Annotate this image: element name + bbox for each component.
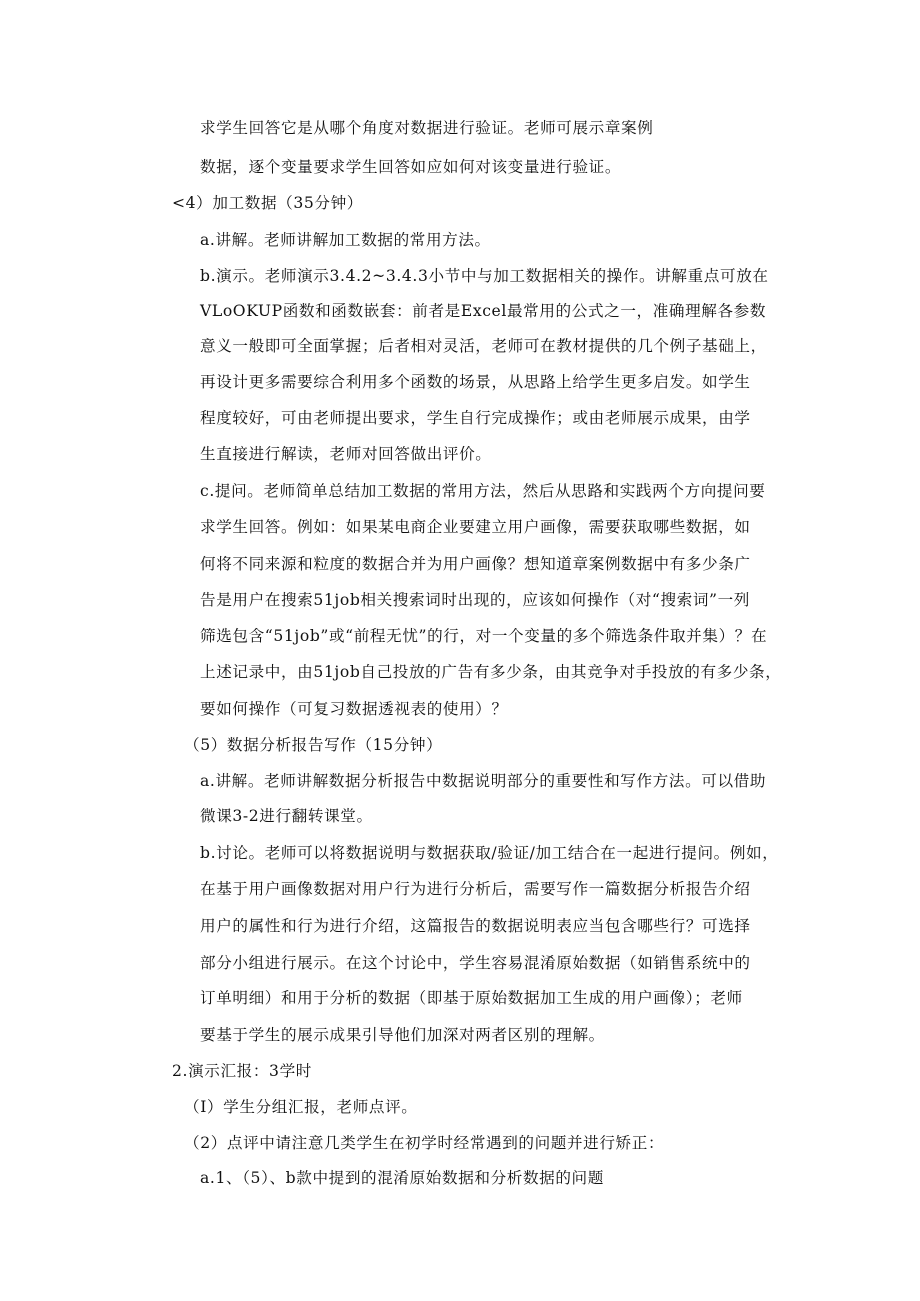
text-line: c.提问。老师简单总结加工数据的常用方法，然后从思路和实践两个方向提问要	[200, 482, 766, 500]
text-line: 告是用户在搜索51job相关搜索词时出现的，应该如何操作（对“搜索词”一列	[200, 591, 751, 609]
text-line: a.1、（5）、b款中提到的混淆原始数据和分析数据的问题	[200, 1169, 604, 1187]
text-line: 用户的属性和行为进行介绍，这篇报告的数据说明表应当包含哪些行？可选择	[200, 917, 751, 935]
section-heading: （5）数据分析报告写作（15分钟）	[184, 736, 443, 754]
text-line: 再设计更多需要综合利用多个函数的场景，从思路上给学生更多启发。如学生	[200, 373, 751, 391]
text-line: 何将不同来源和粒度的数据合并为用户画像？想知道章案例数据中有多少条广	[200, 555, 751, 573]
text-line: 部分小组进行展示。在这个讨论中，学生容易混淆原始数据（如销售系统中的	[200, 954, 751, 972]
text-line: b.演示。老师演示3.4.2~3.4.3小节中与加工数据相关的操作。讲解重点可放在	[200, 267, 769, 285]
text-line: VLoOKUP函数和函数嵌套：前者是Excel最常用的公式之一，准确理解各参数	[200, 302, 767, 320]
text-line: 求学生回答。例如：如果某电商企业要建立用户画像，需要获取哪些数据，如	[200, 518, 751, 536]
text-line: 要基于学生的展示成果引导他们加深对两者区别的理解。	[200, 1026, 605, 1044]
section-heading: 2.演示汇报：3学时	[172, 1062, 312, 1080]
text-line: b.讨论。老师可以将数据说明与数据获取/验证/加工结合在一起进行提问。例如，	[200, 844, 779, 862]
text-line: 生直接进行解读，老师对回答做出评价。	[200, 445, 492, 463]
section-heading: <4）加工数据（35分钟）	[172, 194, 363, 212]
text-line: 要如何操作（可复习数据透视表的使用）？	[200, 700, 508, 718]
text-line: 微课3-2进行翻转课堂。	[200, 807, 373, 825]
text-line: 数据，逐个变量要求学生回答如应如何对该变量进行验证。	[200, 158, 622, 176]
text-line: a.讲解。老师讲解加工数据的常用方法。	[200, 231, 491, 249]
text-line: 筛选包含“51job”或“前程无忧”的行，对一个变量的多个筛选条件取并集）？在	[200, 627, 768, 645]
text-line: 意义一般即可全面掌握；后者相对灵活，老师可在教材提供的几个例子基础上，	[200, 337, 767, 355]
text-line: 求学生回答它是从哪个角度对数据进行验证。老师可展示章案例	[200, 119, 654, 137]
text-line: （2）点评中请注意几类学生在初学时经常遇到的问题并进行矫正：	[184, 1134, 665, 1152]
text-line: a.讲解。老师讲解数据分析报告中数据说明部分的重要性和写作方法。可以借助	[200, 772, 767, 790]
text-line: 程度较好，可由老师提出要求，学生自行完成操作；或由老师展示成果，由学	[200, 409, 751, 427]
text-line: 在基于用户画像数据对用户行为进行分析后，需要写作一篇数据分析报告介绍	[200, 880, 751, 898]
text-line: 上述记录中，由51job自己投放的广告有多少条，由其竞争对手投放的有多少条，	[200, 663, 782, 681]
text-line: 订单明细）和用于分析的数据（即基于原始数据加工生成的用户画像）；老师	[200, 989, 743, 1007]
text-line: （I）学生分组汇报，老师点评。	[184, 1098, 418, 1116]
